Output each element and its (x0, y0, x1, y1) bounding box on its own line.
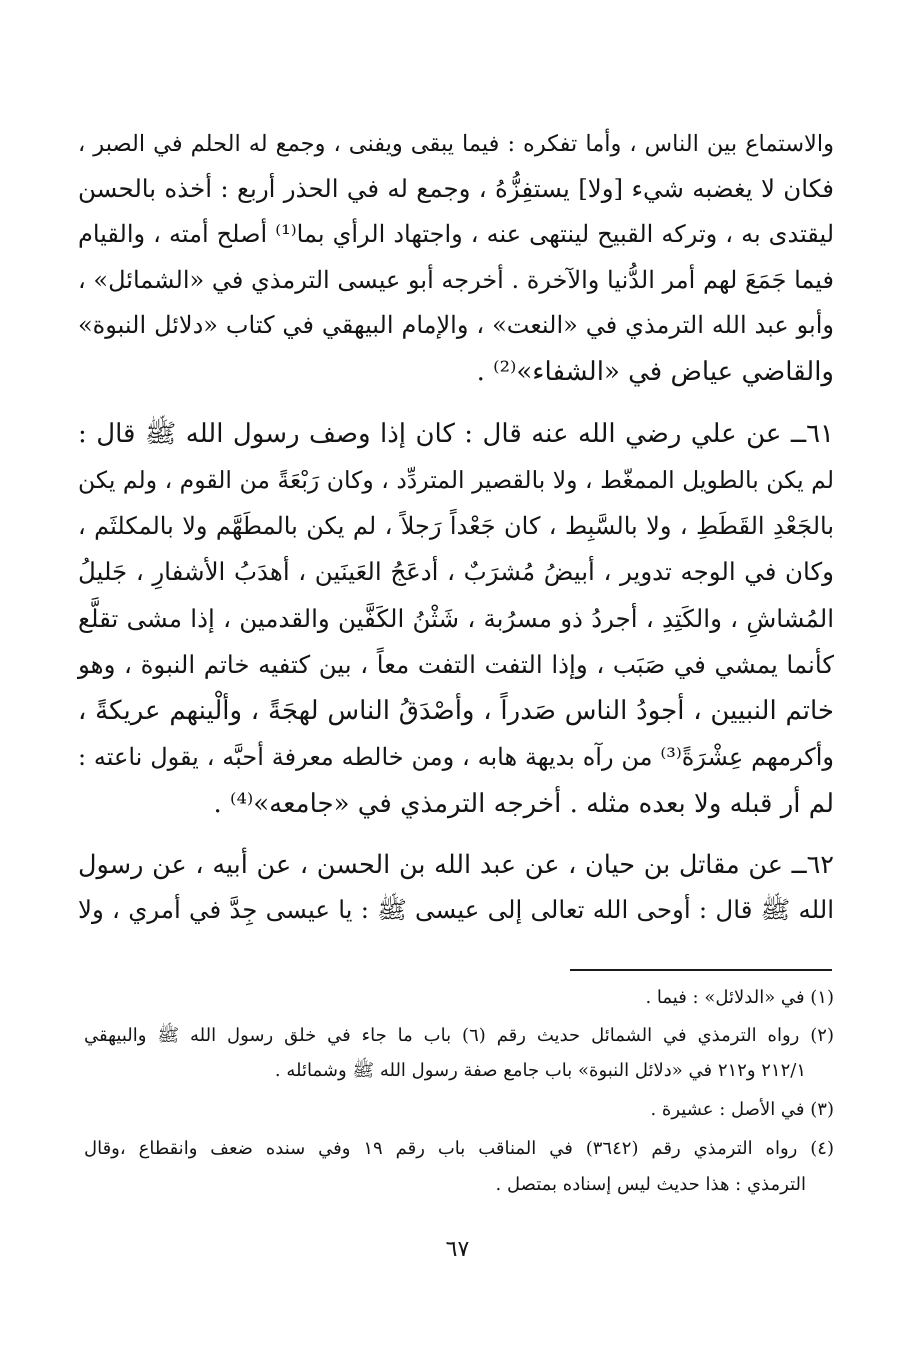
body-line: والاستماع بين الناس ، وأما تفكره : فيما يبقى ويفنى ، وجمع له الحلم في الصبر ، (78, 131, 834, 157)
footnote-3: (٣) في الأصل : عشيرة . (650, 1099, 834, 1120)
body-line: الله ﷺ قال : أوحى الله تعالى إلى عيسى ﷺ : يا عيسى جِدَّ في أمري ، ولا (78, 895, 834, 924)
footnote-1: (١) في «الدلائل» : فيما . (645, 987, 834, 1008)
page-number: ٦٧ (445, 1237, 470, 1262)
body-line: وكان في الوجه تدوير ، أبيضُ مُشرَبٌ ، أدعَجُ العَينَين ، أهدَبُ الأشفارِ ، جَليلُ (78, 557, 834, 586)
footnote-2-continued: ٢١٢/١ و٢١٢ في «دلائل النبوة» باب جامع صفة رسول الله ﷺ وشمائله . (274, 1060, 806, 1081)
body-line: فكان لا يغضبه شيء [ولا] يستفِزُّهُ ، وجمع له في الحذر أربع : أخذه بالحسن (78, 174, 834, 203)
body-line: بالجَعْدِ القَطَطِ ، ولا بالسَّبِط ، كان جَعْداً رَجلاً ، لم يكن بالمطَهَّم ولا بالمكلثَم ، (78, 512, 834, 540)
hadith-61-heading: ٦١ــ عن علي رضي الله عنه قال : كان إذا وصف رسول الله ﷺ قال : (78, 419, 834, 449)
hadith-62-heading: ٦٢ــ عن مقاتل بن حيان ، عن عبد الله بن الحسن ، عن أبيه ، عن رسول (78, 850, 834, 880)
body-line: خاتم النبيين ، أجودُ الناس صَدراً ، وأصْدَقُ الناس لهجَةً ، وألْينهم عريكةً ، (78, 696, 834, 726)
body-line: وأبو عبد الله الترمذي في «النعت» ، والإمام البيهقي في كتاب «دلائل النبوة» (78, 311, 834, 339)
footnote-separator (570, 969, 832, 971)
body-line: لم أر قبله ولا بعده مثله . أخرجه الترمذي في «جامعه»⁽⁴⁾ . (213, 789, 834, 819)
body-line: وأكرمهم عِشْرَةً⁽³⁾ من رآه بديهة هابه ، ومن خالطه معرفة أحبَّه ، يقول ناعته : (78, 743, 834, 771)
body-line: كأنما يمشي في صَبَب ، وإذا التفت التفت معاً ، بين كتفيه خاتم النبوة ، وهو (78, 650, 834, 679)
body-line: فيما جَمَعَ لهم أمر الدُّنيا والآخرة . أخرجه أبو عيسى الترمذي في «الشمائل» ، (78, 266, 834, 294)
body-line: والقاضي عياض في «الشفاء»⁽²⁾ . (476, 357, 834, 387)
footnote-4-continued: الترمذي : هذا حديث ليس إسناده بمتصل . (495, 1174, 806, 1195)
body-line: المُشاشِ ، والكَتِدِ ، أجردُ ذو مسرُبة ، شَثْنُ الكَفَّين والقدمين ، إذا مشى تقلَّع (78, 604, 834, 633)
footnote-4: (٤) رواه الترمذي رقم (٣٦٤٢) في المناقب باب رقم ١٩ وفي سنده ضعف وانقطاع ،وقال (84, 1138, 834, 1159)
body-line: ليقتدى به ، وتركه القبيح لينتهى عنه ، واجتهاد الرأي بما⁽¹⁾ أصلح أمته ، والقيام (78, 220, 835, 248)
footnote-2: (٢) رواه الترمذي في الشمائل حديث رقم (٦) باب ما جاء في خلق رسول الله ﷺ والبيهقي (84, 1025, 834, 1046)
body-line: لم يكن بالطويل الممغّط ، ولا بالقصير المتردِّد ، وكان رَبْعَةً من القوم ، ولم يكن (78, 466, 834, 494)
